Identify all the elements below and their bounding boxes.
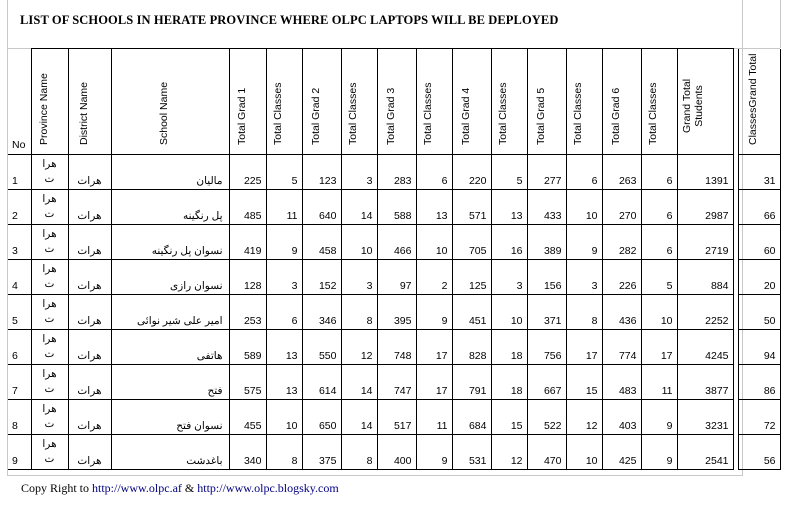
classes3-cell: 10 (416, 224, 452, 259)
col-header-classes1: Total Classes (266, 49, 302, 155)
classes3-cell: 6 (416, 154, 452, 189)
col-header-classes2: Total Classes (341, 49, 377, 155)
grad5-cell: 389 (527, 224, 566, 259)
school-name-cell: پل رنگینه (111, 189, 229, 224)
classes5-cell: 6 (566, 154, 602, 189)
classes1-cell: 8 (266, 434, 302, 469)
school-name-cell: هاتفی (111, 329, 229, 364)
grand-classes-cell: 56 (738, 434, 780, 469)
grad6-cell: 436 (602, 294, 641, 329)
row-number: 8 (8, 399, 31, 434)
grad1-cell: 575 (229, 364, 266, 399)
classes2-cell: 14 (341, 189, 377, 224)
school-name-cell: باغدشت (111, 434, 229, 469)
schools-table (8, 48, 781, 470)
grad2-cell: 346 (302, 294, 341, 329)
table-row (8, 294, 780, 329)
classes3-cell: 2 (416, 259, 452, 294)
col-header-no: No (8, 49, 31, 155)
grad1-cell: 340 (229, 434, 266, 469)
classes5-cell: 15 (566, 364, 602, 399)
classes5-cell: 10 (566, 434, 602, 469)
row-number: 2 (8, 189, 31, 224)
col-header-classes6: Total Classes (641, 49, 677, 155)
grad5-cell: 756 (527, 329, 566, 364)
grad3-cell: 283 (377, 154, 416, 189)
district-cell: هرات (68, 294, 111, 329)
row-number: 7 (8, 364, 31, 399)
grad6-cell: 226 (602, 259, 641, 294)
grand-classes-cell: 66 (738, 189, 780, 224)
province-cell: هرا ت (31, 154, 68, 189)
grad4-cell: 828 (452, 329, 491, 364)
col-header-grad1: Total Grad 1 (229, 49, 266, 155)
row-number: 9 (8, 434, 31, 469)
classes3-cell: 17 (416, 364, 452, 399)
col-header-province: Province Name (31, 49, 68, 155)
col-header-grad4: Total Grad 4 (452, 49, 491, 155)
grad1-cell: 589 (229, 329, 266, 364)
table-row (8, 259, 780, 294)
grand-classes-cell: 50 (738, 294, 780, 329)
table-row (8, 399, 780, 434)
grand-students-cell: 2541 (677, 434, 733, 469)
grad4-cell: 531 (452, 434, 491, 469)
col-header-grad6: Total Grad 6 (602, 49, 641, 155)
school-name-cell: فتح (111, 364, 229, 399)
classes6-cell: 6 (641, 154, 677, 189)
grad6-cell: 263 (602, 154, 641, 189)
row-number: 5 (8, 294, 31, 329)
classes4-cell: 5 (491, 154, 527, 189)
classes6-cell: 5 (641, 259, 677, 294)
classes2-cell: 3 (341, 259, 377, 294)
col-header-classes5: Total Classes (566, 49, 602, 155)
grad6-cell: 270 (602, 189, 641, 224)
grad3-cell: 97 (377, 259, 416, 294)
grand-students-cell: 2987 (677, 189, 733, 224)
district-cell: هرات (68, 329, 111, 364)
classes4-cell: 15 (491, 399, 527, 434)
grad2-cell: 123 (302, 154, 341, 189)
grand-students-cell: 3231 (677, 399, 733, 434)
grand-students-cell: 2719 (677, 224, 733, 259)
province-cell: هرا ت (31, 224, 68, 259)
grad3-cell: 400 (377, 434, 416, 469)
grand-classes-cell: 86 (738, 364, 780, 399)
classes1-cell: 5 (266, 154, 302, 189)
classes4-cell: 16 (491, 224, 527, 259)
province-cell: هرا ت (31, 364, 68, 399)
col-header-district: District Name (68, 49, 111, 155)
district-cell: هرات (68, 434, 111, 469)
grand-classes-cell: 60 (738, 224, 780, 259)
district-cell: هرات (68, 224, 111, 259)
grad4-cell: 571 (452, 189, 491, 224)
province-cell: هرا ت (31, 399, 68, 434)
province-cell: هرا ت (31, 189, 68, 224)
classes4-cell: 18 (491, 364, 527, 399)
grad5-cell: 667 (527, 364, 566, 399)
district-cell: هرات (68, 399, 111, 434)
school-name-cell: امیر علی شیر نوائی (111, 294, 229, 329)
province-cell: هرا ت (31, 329, 68, 364)
classes4-cell: 3 (491, 259, 527, 294)
grid-line (780, 0, 781, 48)
col-header-classes4: Total Classes (491, 49, 527, 155)
classes1-cell: 9 (266, 224, 302, 259)
classes4-cell: 10 (491, 294, 527, 329)
classes6-cell: 6 (641, 224, 677, 259)
grad4-cell: 684 (452, 399, 491, 434)
row-number: 6 (8, 329, 31, 364)
grad5-cell: 371 (527, 294, 566, 329)
grad6-cell: 483 (602, 364, 641, 399)
classes4-cell: 12 (491, 434, 527, 469)
col-header-grand-students: Grand Total Students (677, 49, 733, 155)
classes2-cell: 10 (341, 224, 377, 259)
grad5-cell: 433 (527, 189, 566, 224)
classes5-cell: 17 (566, 329, 602, 364)
grad1-cell: 225 (229, 154, 266, 189)
grad6-cell: 282 (602, 224, 641, 259)
classes6-cell: 6 (641, 189, 677, 224)
classes3-cell: 13 (416, 189, 452, 224)
classes1-cell: 13 (266, 329, 302, 364)
grand-students-cell: 1391 (677, 154, 733, 189)
classes5-cell: 10 (566, 189, 602, 224)
grad5-cell: 522 (527, 399, 566, 434)
grad2-cell: 375 (302, 434, 341, 469)
school-name-cell: نسوان پل رنگینه (111, 224, 229, 259)
classes1-cell: 3 (266, 259, 302, 294)
grad3-cell: 395 (377, 294, 416, 329)
grad3-cell: 588 (377, 189, 416, 224)
classes2-cell: 14 (341, 399, 377, 434)
grad4-cell: 220 (452, 154, 491, 189)
table-row (8, 364, 780, 399)
classes2-cell: 12 (341, 329, 377, 364)
grad4-cell: 791 (452, 364, 491, 399)
classes6-cell: 11 (641, 364, 677, 399)
province-cell: هرا ت (31, 259, 68, 294)
classes6-cell: 10 (641, 294, 677, 329)
classes1-cell: 11 (266, 189, 302, 224)
grad1-cell: 455 (229, 399, 266, 434)
grad2-cell: 550 (302, 329, 341, 364)
district-cell: هرات (68, 154, 111, 189)
table-row (8, 329, 780, 364)
col-header-grad2: Total Grad 2 (302, 49, 341, 155)
grad3-cell: 747 (377, 364, 416, 399)
grad4-cell: 705 (452, 224, 491, 259)
grand-students-cell: 884 (677, 259, 733, 294)
classes5-cell: 8 (566, 294, 602, 329)
school-name-cell: نسوان فتح (111, 399, 229, 434)
school-name-cell: مالیان (111, 154, 229, 189)
row-number: 1 (8, 154, 31, 189)
grad1-cell: 128 (229, 259, 266, 294)
col-header-grad5: Total Grad 5 (527, 49, 566, 155)
table-row (8, 434, 780, 469)
grand-classes-cell: 20 (738, 259, 780, 294)
col-header-classes3: Total Classes (416, 49, 452, 155)
grad6-cell: 425 (602, 434, 641, 469)
copyright-prefix: Copy Right to (21, 481, 93, 495)
grad1-cell: 419 (229, 224, 266, 259)
classes4-cell: 13 (491, 189, 527, 224)
page-title: LIST OF SCHOOLS IN HERATE PROVINCE WHERE OLPC LAPTOPS WILL BE DEPLOYED (20, 13, 559, 27)
grand-classes-cell: 94 (738, 329, 780, 364)
grand-classes-cell: 72 (738, 399, 780, 434)
row-number: 4 (8, 259, 31, 294)
district-cell: هرات (68, 259, 111, 294)
table-header-row (8, 49, 780, 155)
grad4-cell: 125 (452, 259, 491, 294)
grand-students-cell: 2252 (677, 294, 733, 329)
classes6-cell: 9 (641, 399, 677, 434)
classes1-cell: 10 (266, 399, 302, 434)
grad4-cell: 451 (452, 294, 491, 329)
grad3-cell: 517 (377, 399, 416, 434)
link-separator: & (181, 481, 198, 495)
province-cell: هرا ت (31, 434, 68, 469)
school-name-cell: نسوان رازی (111, 259, 229, 294)
classes4-cell: 18 (491, 329, 527, 364)
olpc-af-link[interactable]: http://www.olpc.af (92, 481, 182, 495)
province-cell: هرا ت (31, 294, 68, 329)
grad2-cell: 650 (302, 399, 341, 434)
grad5-cell: 156 (527, 259, 566, 294)
grad3-cell: 466 (377, 224, 416, 259)
classes3-cell: 9 (416, 434, 452, 469)
grand-students-cell: 4245 (677, 329, 733, 364)
copyright-footer (21, 481, 339, 496)
table-row (8, 154, 780, 189)
classes2-cell: 8 (341, 434, 377, 469)
classes2-cell: 14 (341, 364, 377, 399)
classes3-cell: 9 (416, 294, 452, 329)
district-cell: هرات (68, 364, 111, 399)
grad6-cell: 774 (602, 329, 641, 364)
table-row (8, 189, 780, 224)
col-header-grad3: Total Grad 3 (377, 49, 416, 155)
grad2-cell: 458 (302, 224, 341, 259)
classes1-cell: 13 (266, 364, 302, 399)
classes3-cell: 11 (416, 399, 452, 434)
classes2-cell: 3 (341, 154, 377, 189)
table-row (8, 224, 780, 259)
grad2-cell: 640 (302, 189, 341, 224)
grad3-cell: 748 (377, 329, 416, 364)
district-cell: هرات (68, 189, 111, 224)
classes6-cell: 17 (641, 329, 677, 364)
grad5-cell: 470 (527, 434, 566, 469)
row-number: 3 (8, 224, 31, 259)
olpc-blogsky-link[interactable]: http://www.olpc.blogsky.com (197, 481, 339, 495)
grad5-cell: 277 (527, 154, 566, 189)
grand-students-cell: 3877 (677, 364, 733, 399)
classes5-cell: 9 (566, 224, 602, 259)
grad2-cell: 614 (302, 364, 341, 399)
grad6-cell: 403 (602, 399, 641, 434)
classes2-cell: 8 (341, 294, 377, 329)
classes3-cell: 17 (416, 329, 452, 364)
col-header-school: School Name (111, 49, 229, 155)
classes5-cell: 3 (566, 259, 602, 294)
grand-classes-cell: 31 (738, 154, 780, 189)
grad1-cell: 253 (229, 294, 266, 329)
grad2-cell: 152 (302, 259, 341, 294)
classes1-cell: 6 (266, 294, 302, 329)
col-header-grand-classes: ClassesGrand Total (738, 49, 780, 155)
classes6-cell: 9 (641, 434, 677, 469)
classes5-cell: 12 (566, 399, 602, 434)
grad1-cell: 485 (229, 189, 266, 224)
